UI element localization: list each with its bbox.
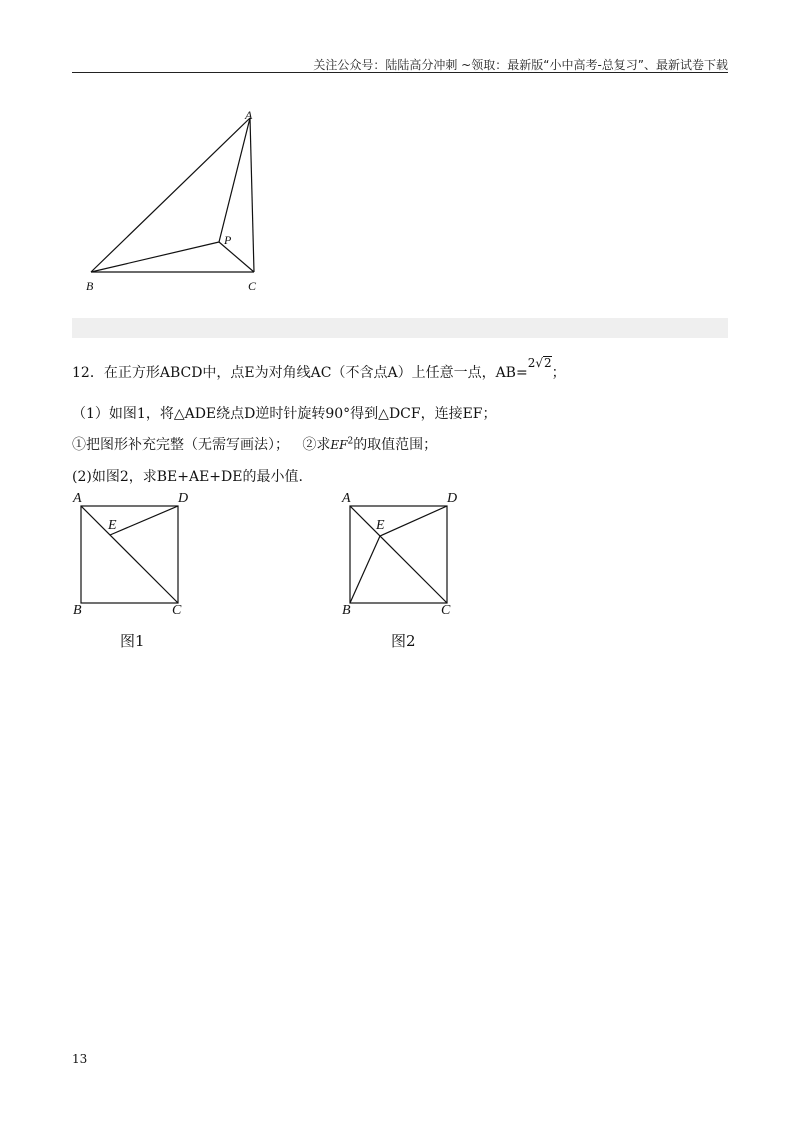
diagonal-ac	[81, 506, 178, 603]
part-2: (2)如图2，求BE+AE+DE的最小值.	[72, 469, 303, 485]
figure-2	[340, 486, 470, 621]
triangle-figure	[80, 104, 280, 300]
point-label-b: B	[86, 279, 94, 293]
segment-de	[110, 506, 178, 535]
segment-pb	[91, 242, 219, 272]
segment-de	[380, 506, 447, 536]
page-header: 关注公众号：陆陆高分冲刺 ~领取：最新版“小中高考-总复习”、最新试卷下载	[313, 58, 728, 72]
figure-2-caption: 图2	[391, 632, 416, 650]
ab-radicand: 2	[544, 356, 552, 370]
part-1: （1）如图1，将△ADE绕点D逆时针旋转90°得到△DCF，连接EF；	[72, 406, 497, 422]
edge-ac	[250, 118, 254, 272]
fig2-label-b: B	[342, 603, 351, 618]
segment-be	[350, 536, 380, 603]
header-rule	[72, 72, 728, 73]
fig1-label-b: B	[73, 603, 82, 618]
fig2-label-d: D	[447, 491, 458, 506]
part-1a: ①把图形补充完整（无需写画法）；	[72, 437, 289, 453]
page-number: 13	[72, 1052, 88, 1066]
part-1b-suffix: 的取值范围；	[353, 437, 438, 453]
fig1-label-d: D	[178, 491, 189, 506]
question-stem: 12．在正方形ABCD中，点E为对角线AC（不含点A）上任意一点，AB=2√2；	[72, 356, 566, 381]
point-label-a: A	[245, 108, 253, 122]
fig2-label-a: A	[342, 491, 351, 506]
part-1-subitems	[72, 434, 437, 454]
separator-band	[72, 318, 728, 338]
fig2-label-c: C	[441, 603, 451, 618]
figure-1-caption: 图1	[120, 632, 145, 650]
ab-value: 2√2	[527, 356, 552, 370]
question-stem-text: 在正方形ABCD中，点E为对角线AC（不含点A）上任意一点，AB=	[103, 365, 528, 381]
question-number: 12．	[72, 365, 104, 381]
figure-1	[70, 486, 200, 621]
fig1-label-c: C	[172, 603, 182, 618]
point-label-p: P	[224, 233, 232, 247]
ef-variable: EF	[330, 438, 348, 452]
fig1-label-a: A	[73, 491, 82, 506]
point-label-c: C	[248, 279, 257, 293]
part-1b-prefix: ②求	[302, 437, 331, 453]
diagonal-ac	[350, 506, 447, 603]
ef-power: 2	[347, 436, 354, 447]
fig1-label-e: E	[108, 518, 117, 533]
fig2-label-e: E	[376, 518, 385, 533]
segment-pa	[219, 118, 250, 242]
